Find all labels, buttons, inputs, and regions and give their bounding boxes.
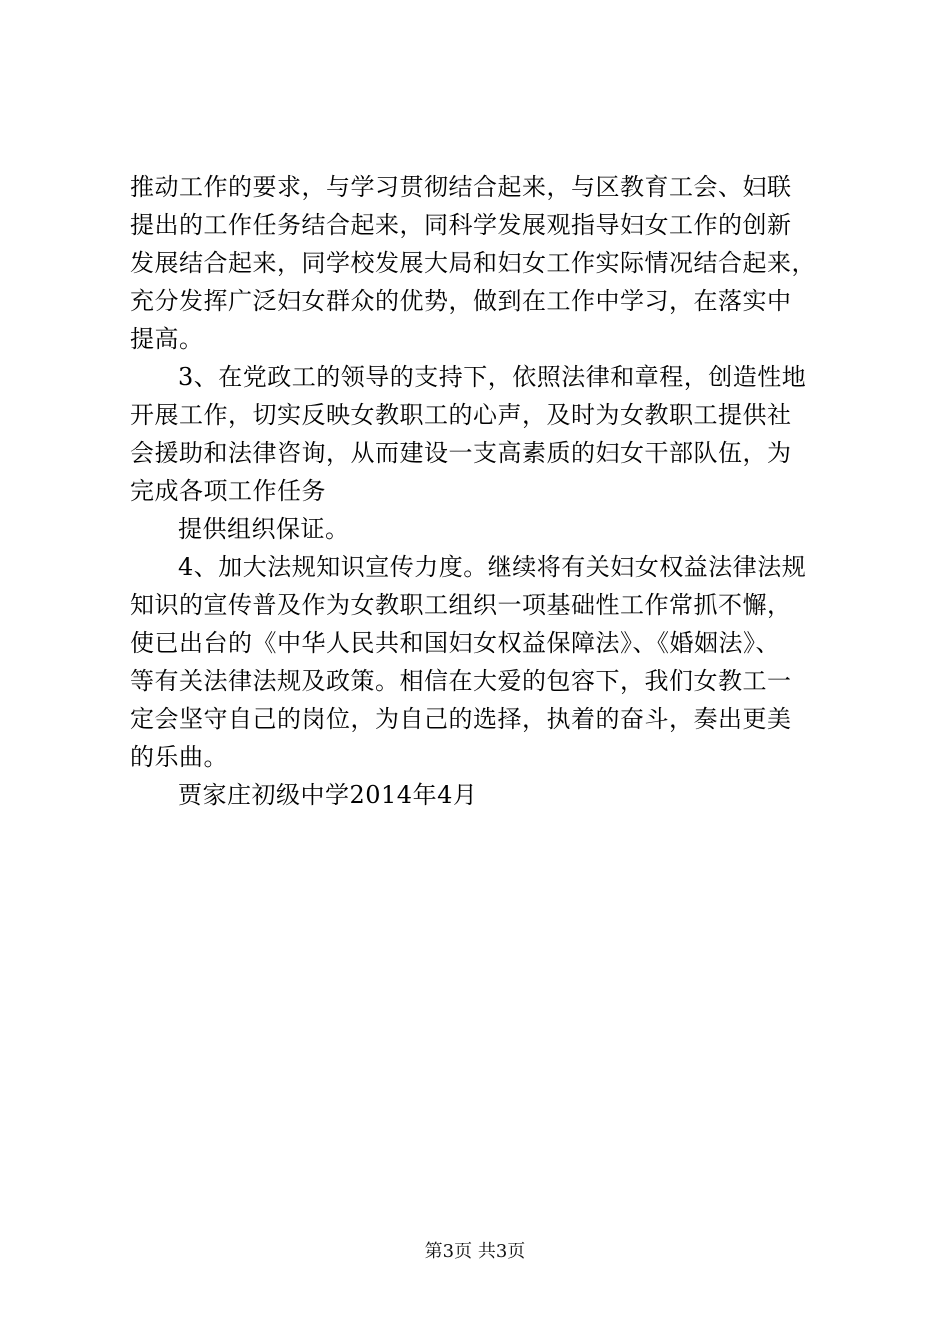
text-line: 知识的宣传普及作为女教职工组织一项基础性工作常抓不懈，: [130, 591, 792, 619]
paragraph-3-start: 3、在党政工的领导的支持下，依照法律和章程，创造性地: [178, 363, 807, 391]
text-line: 等有关法律法规及政策。相信在大爱的包容下，我们女教工一: [130, 667, 792, 695]
signature-line: 贾家庄初级中学2014年4月: [178, 781, 478, 809]
text-line: 定会坚守自己的岗位，为自己的选择，执着的奋斗，奏出更美: [130, 705, 792, 733]
document-body: [130, 168, 830, 814]
page-number-footer: 第3页 共3页: [424, 1241, 526, 1262]
text-line: 提出的工作任务结合起来，同科学发展观指导妇女工作的创新: [130, 211, 792, 239]
paragraph-4-start: 4、加大法规知识宣传力度。继续将有关妇女权益法律法规: [178, 553, 807, 581]
text-line: 的乐曲。: [130, 743, 228, 771]
text-line: 完成各项工作任务: [130, 477, 326, 505]
text-line: 充分发挥广泛妇女群众的优势，做到在工作中学习，在落实中: [130, 287, 792, 315]
text-line: 推动工作的要求，与学习贯彻结合起来，与区教育工会、妇联: [130, 173, 792, 201]
text-line: 开展工作，切实反映女教职工的心声，及时为女教职工提供社: [130, 401, 792, 429]
text-line: 发展结合起来，同学校发展大局和妇女工作实际情况结合起来，: [130, 249, 816, 277]
text-line: 使已出台的《中华人民共和国妇女权益保障法》、《婚姻法》、: [130, 629, 780, 657]
text-line: 提高。: [130, 325, 204, 353]
text-line: 提供组织保证。: [178, 515, 350, 543]
text-line: 会援助和法律咨询，从而建设一支高素质的妇女干部队伍，为: [130, 439, 792, 467]
